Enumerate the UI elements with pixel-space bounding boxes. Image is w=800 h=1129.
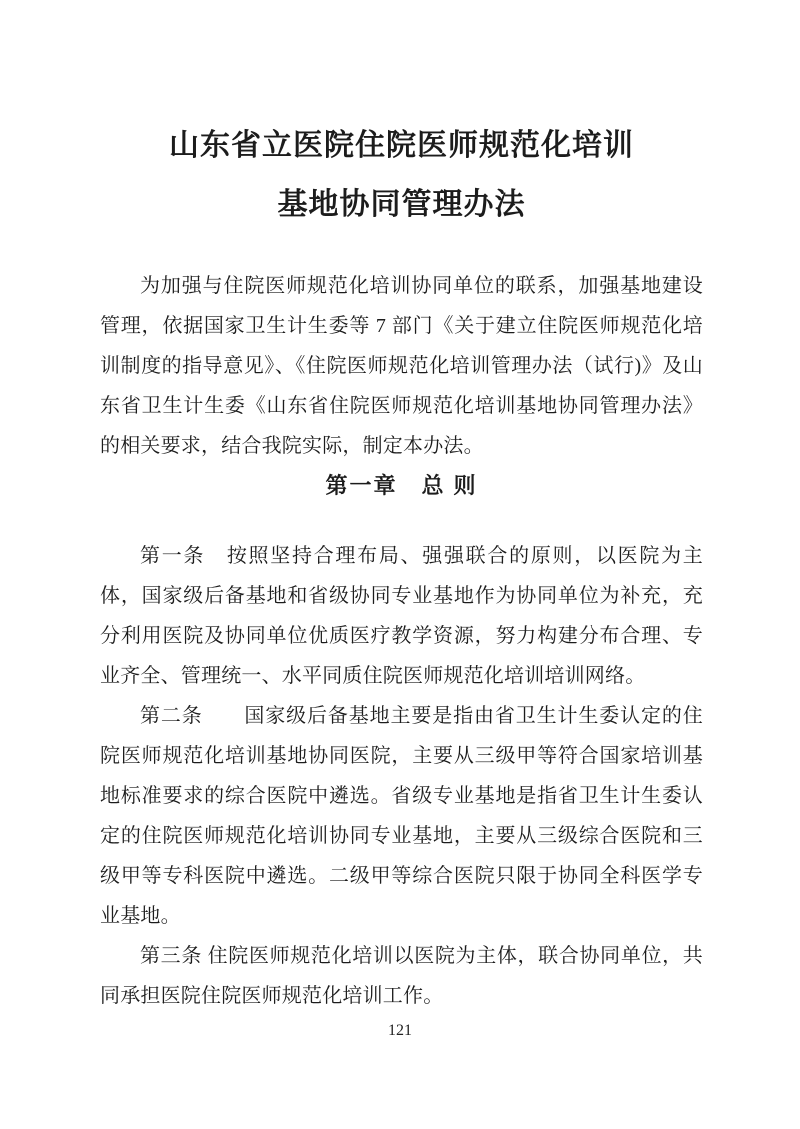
article-3-paragraph: 第三条 住院医师规范化培训以医院为主体，联合协同单位，共同承担医院住院医师规范化培训工作。 (100, 945, 703, 1007)
page-number: 121 (388, 1022, 412, 1039)
doc-title (100, 116, 703, 234)
article-2-paragraph: 第二条 国家级后备基地主要是指由省卫生计生委认定的住院医师规范化培训基地协同医院，主要从三级甲等符合国家培训基地标准要求的综合医院中遴选。省级专业基地是指省卫生计生委认定的住院医师规范化培训协同专业基地，主要从三级综合医院和三级甲等专科医院中遴选。二级甲等综合医院只限于协同全科医学专业基地。 (100, 705, 703, 927)
intro-paragraph: 为加强与住院医师规范化培训协同单位的联系，加强基地建设管理，依据国家卫生计生委等 7 部门《关于建立住院医师规范化培训制度的指导意见》、《住院医师规范化培训管理办法（试行)》及山东省卫生计生委《山东省住院医师规范化培训基地协同管理办法》的相关要求，结合我院实际，制定本办法。 (100, 275, 703, 457)
doc-title-line-2: 基地协同管理办法 (277, 188, 526, 221)
doc-title-line-1: 山东省立医院住院医师规范化培训 (169, 129, 634, 162)
chapter-1-heading: 第一章 总 则 (325, 473, 478, 498)
article-1-paragraph: 第一条 按照坚持合理布局、强强联合的原则，以医院为主体，国家级后备基地和省级协同专业基地作为协同单位为补充，充分利用医院及协同单位优质医疗教学资源，努力构建分布合理、专业齐全、管理统一、水平同质住院医师规范化培训培训网络。 (100, 545, 703, 687)
document-content (100, 116, 703, 1016)
